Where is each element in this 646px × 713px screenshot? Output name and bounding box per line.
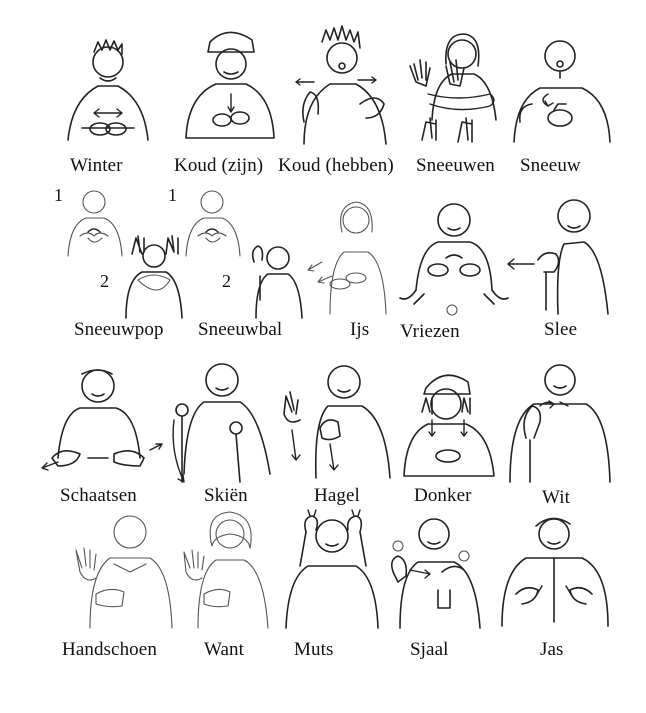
step-number: 1 xyxy=(54,185,63,205)
sign-illustration xyxy=(496,510,614,630)
sign-card xyxy=(48,28,168,176)
sign-illustration xyxy=(280,508,384,632)
sign-illustration xyxy=(504,190,616,320)
sign-card xyxy=(398,364,502,512)
sign-label: Muts xyxy=(294,639,334,660)
sign-card xyxy=(508,30,618,176)
sign-illustration xyxy=(38,362,168,480)
sign-card xyxy=(504,362,616,512)
sign-card xyxy=(394,198,514,340)
sign-label: Sjaal xyxy=(410,639,449,660)
sign-illustration xyxy=(168,180,308,320)
sign-illustration xyxy=(286,22,402,148)
sign-label: Handschoen xyxy=(62,639,157,660)
sign-label: Koud (hebben) xyxy=(278,155,394,176)
sign-card xyxy=(304,196,396,340)
sign-label: Skiën xyxy=(204,485,248,506)
sign-card xyxy=(384,512,496,668)
sign-label: Sneeuwpop xyxy=(74,319,164,340)
sign-label: Jas xyxy=(540,639,564,660)
sign-label: Ijs xyxy=(350,319,370,340)
sign-label: Schaatsen xyxy=(60,485,137,506)
sign-card xyxy=(280,508,384,668)
sign-illustration xyxy=(164,362,276,488)
sign-label: Sneeuwen xyxy=(416,155,495,176)
sign-label: Donker xyxy=(414,485,472,506)
sign-illustration xyxy=(504,362,616,486)
sign-illustration xyxy=(280,360,400,484)
sign-label: Hagel xyxy=(314,485,360,506)
sign-illustration xyxy=(48,28,168,148)
step-number: 1 xyxy=(168,185,177,205)
sign-card xyxy=(168,180,308,340)
sign-card xyxy=(60,508,184,668)
sign-card xyxy=(278,22,402,176)
sign-label: Sneeuw xyxy=(520,155,581,176)
sign-card xyxy=(504,190,616,340)
sign-card xyxy=(406,24,510,176)
sign-card xyxy=(178,508,278,668)
sign-label: Wit xyxy=(542,487,571,508)
sign-illustration xyxy=(60,508,184,632)
sign-card xyxy=(496,510,614,668)
sign-card xyxy=(38,362,168,512)
step-number: 2 xyxy=(222,271,231,291)
sign-card xyxy=(174,20,284,176)
sign-label: Winter xyxy=(70,155,123,176)
sign-card xyxy=(280,360,400,512)
sign-label: Want xyxy=(204,639,245,660)
sign-label: Vriezen xyxy=(400,321,460,342)
sign-label: Slee xyxy=(544,319,578,340)
step-number: 2 xyxy=(100,271,109,291)
sign-card xyxy=(164,362,276,512)
sign-illustration xyxy=(406,24,510,148)
sign-illustration xyxy=(398,364,502,482)
sign-illustration xyxy=(384,512,496,632)
sign-illustration xyxy=(304,196,396,320)
sign-illustration xyxy=(174,20,284,148)
sign-label: Koud (zijn) xyxy=(174,155,264,176)
sign-label: Sneeuwbal xyxy=(198,319,283,340)
sign-illustration xyxy=(178,508,278,632)
sign-illustration xyxy=(508,30,618,148)
sign-illustration xyxy=(394,198,514,322)
